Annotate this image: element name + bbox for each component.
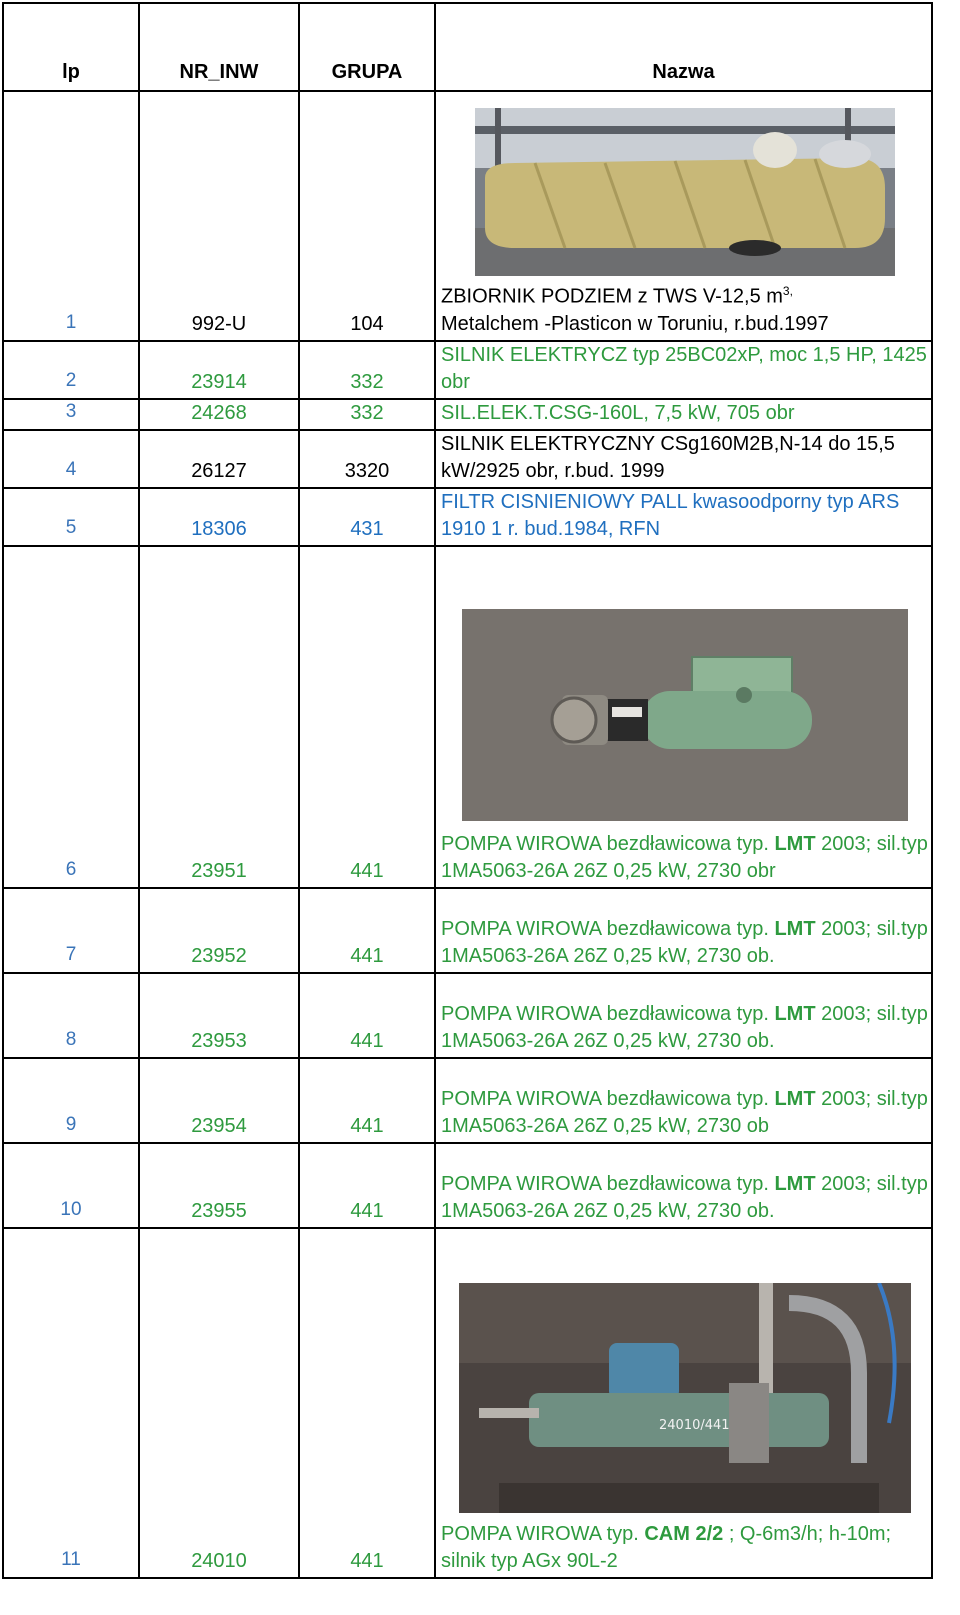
row-nazwa: FILTR CISNIENIOWY PALL kwasoodporny typ ARS 1910 1 r. bud.1984, RFN <box>435 488 932 546</box>
table-row <box>3 341 932 399</box>
row-grupa: 431 <box>299 488 435 546</box>
header-grupa: GRUPA <box>299 3 435 91</box>
row-grupa: 441 <box>299 973 435 1058</box>
header-row <box>3 3 932 91</box>
row-grupa: 441 <box>299 888 435 973</box>
row-lp: 3 <box>3 399 139 430</box>
row-nazwa-text-b: 2003; sil.typ 1MA5063-26A 26Z 0,25 kW, 2730 ob. <box>441 1003 928 1052</box>
row-lp: 1 <box>3 91 139 341</box>
row-nazwa-text-a: POMPA WIROWA bezdławicowa typ. <box>441 833 775 855</box>
table-row <box>3 1143 932 1228</box>
table-row <box>3 888 932 973</box>
row-lp: 2 <box>3 341 139 399</box>
row-nazwa-text-b: 2003; sil.typ 1MA5063-26A 26Z 0,25 kW, 2730 obr <box>441 833 928 882</box>
table-row <box>3 399 932 430</box>
row-nazwa-text-a: POMPA WIROWA bezdławicowa typ. <box>441 1003 775 1025</box>
row-grupa: 441 <box>299 1058 435 1143</box>
row-nr-inw: 23951 <box>139 546 299 888</box>
row-nr-inw: 23914 <box>139 341 299 399</box>
row-lp: 4 <box>3 430 139 488</box>
row-lp: 5 <box>3 488 139 546</box>
row-nr-inw: 992-U <box>139 91 299 341</box>
row-nr-inw: 23952 <box>139 888 299 973</box>
row-grupa: 441 <box>299 1143 435 1228</box>
row-nazwa-bold: LMT <box>774 1003 816 1025</box>
row-nr-inw: 23953 <box>139 973 299 1058</box>
header-nr-inw: NR_INW <box>139 3 299 91</box>
row-nazwa-bold: LMT <box>774 833 816 855</box>
row-nr-inw: 26127 <box>139 430 299 488</box>
row-lp: 6 <box>3 546 139 888</box>
row-nazwa-text-b: ; Q-6m3/h; h-10m; silnik typ AGx 90L-2 <box>441 1523 892 1572</box>
row-nazwa <box>435 1228 932 1578</box>
row-nazwa-text-a: POMPA WIROWA typ. <box>441 1523 645 1545</box>
row-nazwa <box>435 1058 932 1143</box>
row-grupa: 441 <box>299 546 435 888</box>
row-nazwa: SIL.ELEK.T.CSG-160L, 7,5 kW, 705 obr <box>435 399 932 430</box>
row-nazwa-text-a: POMPA WIROWA bezdławicowa typ. <box>441 1088 775 1110</box>
row-lp: 10 <box>3 1143 139 1228</box>
row-lp: 11 <box>3 1228 139 1578</box>
table-row <box>3 546 932 888</box>
row-lp: 9 <box>3 1058 139 1143</box>
row-grupa: 3320 <box>299 430 435 488</box>
table-row <box>3 488 932 546</box>
row-nr-inw: 24268 <box>139 399 299 430</box>
row-nazwa-text-a: POMPA WIROWA bezdławicowa typ. <box>441 1173 775 1195</box>
row-nazwa-bold: LMT <box>774 1173 816 1195</box>
table-row <box>3 1058 932 1143</box>
row-nazwa-text-b: 2003; sil.typ 1MA5063-26A 26Z 0,25 kW, 2730 ob. <box>441 918 928 967</box>
row-nazwa-text-b: 2003; sil.typ 1MA5063-26A 26Z 0,25 kW, 2730 ob <box>441 1088 928 1137</box>
row-grupa: 441 <box>299 1228 435 1578</box>
row-nazwa <box>435 888 932 973</box>
row-nazwa-text-b: 2003; sil.typ 1MA5063-26A 26Z 0,25 kW, 2730 ob. <box>441 1173 928 1222</box>
row-nr-inw: 24010 <box>139 1228 299 1578</box>
header-nazwa: Nazwa <box>435 3 932 91</box>
row-nazwa <box>435 546 932 888</box>
inventory-table <box>2 2 933 1579</box>
row-nazwa <box>435 1143 932 1228</box>
table-row <box>3 91 932 341</box>
row-nazwa-sup: 3, <box>782 284 793 299</box>
row-nazwa-bold: CAM 2/2 <box>644 1523 724 1545</box>
row-nr-inw: 18306 <box>139 488 299 546</box>
row-lp: 7 <box>3 888 139 973</box>
row-lp: 8 <box>3 973 139 1058</box>
pump-photo <box>462 609 908 821</box>
row-nazwa: SILNIK ELEKTRYCZ typ 25BC02xP, moc 1,5 HP, 1425 obr <box>435 341 932 399</box>
row-nazwa-bold: LMT <box>774 1088 816 1110</box>
row-nazwa: SILNIK ELEKTRYCZNY CSg160M2B,N-14 do 15,5 kW/2925 obr, r.bud. 1999 <box>435 430 932 488</box>
table-row <box>3 973 932 1058</box>
row-grupa: 104 <box>299 91 435 341</box>
row-nr-inw: 23954 <box>139 1058 299 1143</box>
centrifugal-pump-photo <box>459 1283 911 1513</box>
header-lp: lp <box>3 3 139 91</box>
table-row <box>3 430 932 488</box>
tank-photo <box>475 108 895 276</box>
row-nr-inw: 23955 <box>139 1143 299 1228</box>
pump-marking: 24010/441 <box>659 1418 730 1433</box>
row-grupa: 332 <box>299 341 435 399</box>
row-nazwa-bold: LMT <box>774 918 816 940</box>
row-nazwa <box>435 91 932 341</box>
row-nazwa-text-b: Metalchem -Plasticon w Toruniu, r.bud.1997 <box>441 313 829 335</box>
row-nazwa-text-a: ZBIORNIK PODZIEM z TWS V-12,5 m <box>441 286 783 308</box>
row-grupa: 332 <box>299 399 435 430</box>
table-row <box>3 1228 932 1578</box>
row-nazwa-text-a: POMPA WIROWA bezdławicowa typ. <box>441 918 775 940</box>
row-nazwa <box>435 973 932 1058</box>
